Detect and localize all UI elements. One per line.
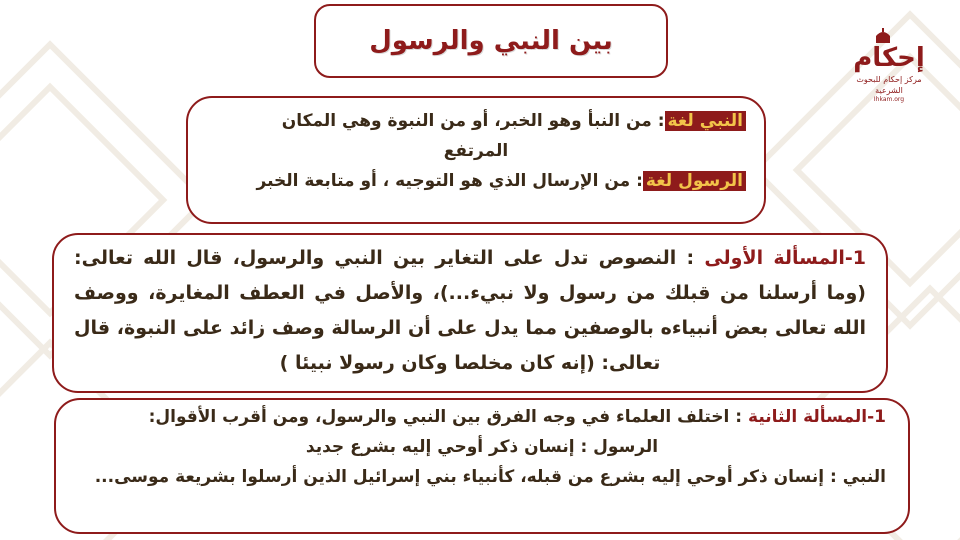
logo-name: إحكام — [853, 43, 925, 73]
question1-box — [52, 233, 888, 393]
title-box — [314, 4, 668, 78]
dome-icon — [874, 28, 892, 44]
rasul-text: : من الإرسال الذي هو التوجيه ، أو متابعة الخبر — [256, 171, 643, 191]
question2-rasul-line: الرسول : إنسان ذكر أوحي إليه بشرع جديد — [305, 437, 659, 457]
logo-subtitle: مركز إحكام للبحوث الشرعية — [856, 75, 922, 95]
question1-text: : النصوص تدل على التغاير بين النبي والرسول، قال الله تعالى: (وما أرسلنا من قبلك من رسول ولا نبيء...)، والأصل في العطف المغايرة، ووصف الله تعالى بعض أنبياءه بالوصفين مما يدل على أن الرسالة وصف زائد على النبوة، قال تعالى: (إنه كان مخلصا وكان رسولا نبيئا ) — [74, 247, 866, 374]
question2-intro-line — [78, 402, 886, 432]
nabi-text: : من النبأ وهو الخبر، أو من النبوة وهي المكان — [281, 111, 665, 131]
slide-title: بين النبي والرسول — [369, 26, 613, 56]
nabi-continuation: المرتفع — [443, 141, 509, 161]
question2-box — [54, 398, 910, 534]
nabi-term: النبي لغة — [665, 111, 747, 131]
logo-tagline: Ihkam.org — [873, 96, 905, 103]
question2-nabi-line: النبي : إنسان ذكر أوحي إليه بشرع من قبله، كأنبياء بني إسرائيل الذين أرسلوا بشريعة موسى... — [94, 467, 886, 487]
definitions-box — [186, 96, 766, 224]
question2-heading: 1-المسألة الثانية — [748, 407, 886, 427]
ihkam-logo — [848, 24, 930, 103]
rasul-definition — [206, 166, 746, 196]
question2-intro: : اختلف العلماء في وجه الفرق بين النبي والرسول، ومن أقرب الأقوال: — [148, 407, 749, 427]
question1-heading: 1-المسألة الأولى — [704, 247, 866, 269]
nabi-definition — [206, 106, 746, 136]
rasul-term: الرسول لغة — [643, 171, 746, 191]
